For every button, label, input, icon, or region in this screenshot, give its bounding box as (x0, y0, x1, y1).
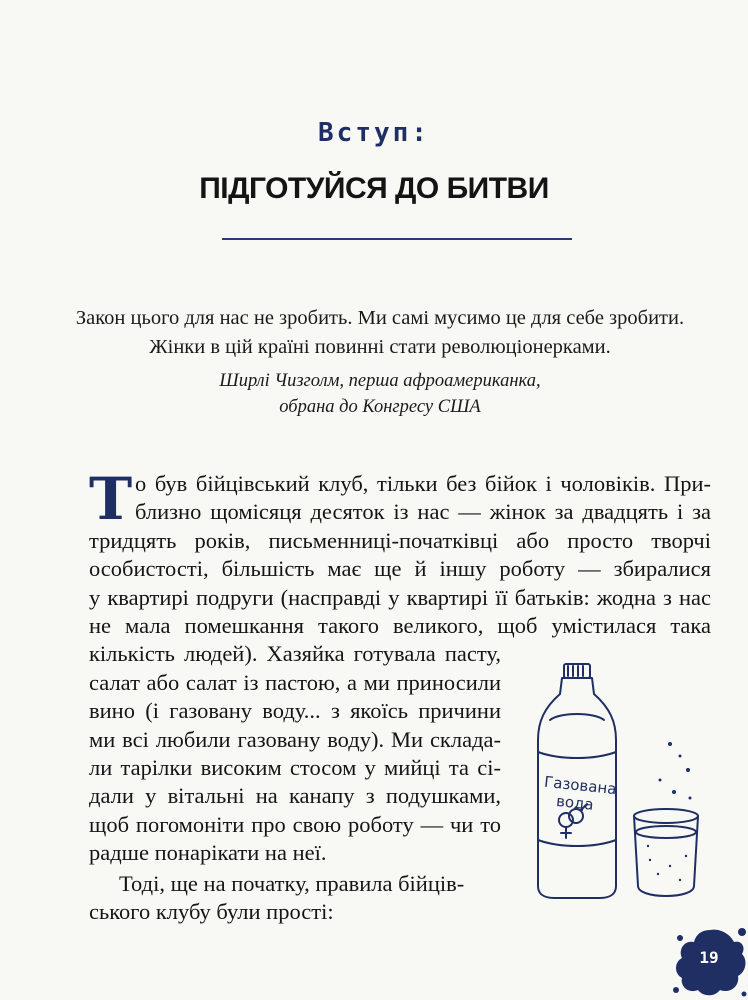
text-line: салат або салат із пастою, а ми приносили (89, 669, 501, 695)
epigraph-line: Жінки в цій країні повинні стати революціонерками. (149, 336, 611, 358)
text-line: у квартирі подруги (насправді у квартирі її батьків: жодна з нас (89, 584, 711, 610)
text-line: близно щомісяця десяток із нас — жінок за двадцять і за (135, 499, 711, 525)
chapter-label: Вступ: (318, 118, 430, 148)
epigraph-line: Закон цього для нас не зробить. Ми самі мусимо це для себе зробити. (75, 307, 685, 329)
text-line: ли тарілки високим стосом у мийці та сі- (89, 755, 501, 781)
text-line: вино (і газовану воду... з якоїсь причини (89, 698, 501, 724)
soda-bottle-illustration (530, 660, 710, 900)
text-line: о був бійцівський клуб, тільки без бійок і чоловіків. При- (135, 471, 711, 496)
epigraph-author-line: обрана до Конгресу США (279, 397, 481, 417)
title-divider (222, 238, 572, 240)
epigraph (60, 304, 700, 362)
text-line: тридцять років, письменниці-початківці або просто творчі (89, 527, 711, 553)
chapter-title: ПІДГОТУЙСЯ ДО БИТВИ (199, 172, 549, 205)
epigraph-author (120, 368, 640, 420)
bottle-label-line2: вода (555, 791, 595, 814)
text-line: особистості, більшість має ще й іншу роботу — збиралися (89, 556, 711, 582)
bottle-label-line1: Газована (543, 772, 618, 799)
text-line: кількість людей). Хазяйка готувала пасту, (89, 641, 501, 667)
text-line: щоб погомоніти про свою роботу — чи то (89, 811, 501, 837)
text-line: дали у вітальні на канапу з подушками, (89, 783, 501, 809)
text-line: ського клубу були прості: (89, 899, 334, 925)
epigraph-author-line: Ширлі Чизголм, перша афроамериканка, (219, 371, 541, 391)
drop-cap: Т (89, 465, 133, 533)
text-line: ми всі любили газовану воду). Ми склада- (89, 726, 501, 752)
page-number: 19 (699, 948, 719, 967)
text-line: Тоді, ще на початку, правила бійців- (119, 870, 465, 896)
text-line: не мала помешкання такого великого, щоб умістилася така (89, 613, 711, 639)
text-line: радше понарікати на неї. (89, 840, 327, 866)
